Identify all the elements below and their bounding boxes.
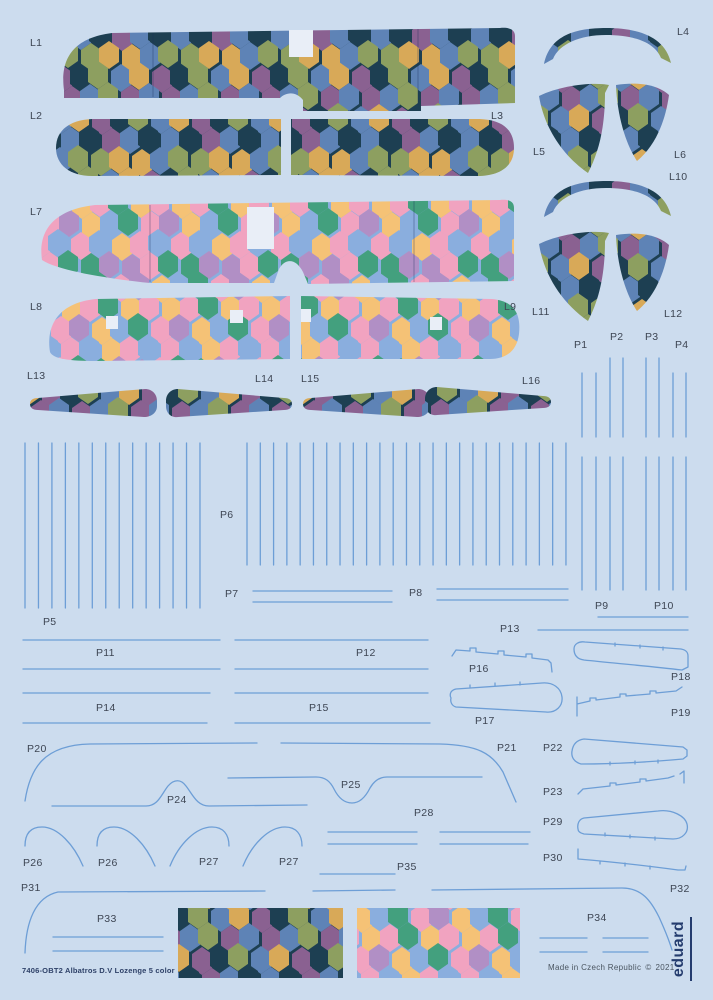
- piece-P22-aileron-outline: [572, 739, 687, 765]
- part-label-p22-37: P22: [543, 742, 563, 754]
- part-label-l11-10: L11: [532, 306, 550, 318]
- piece-P15-strip: [235, 693, 430, 723]
- piece-P27-wingtip-bow: [170, 827, 229, 866]
- piece-L5-tailplane: [539, 84, 609, 173]
- part-label-p32-49: P32: [670, 883, 690, 895]
- part-label-l12-11: L12: [664, 308, 683, 320]
- piece-L6-tailplane: [616, 84, 669, 161]
- piece-P16-edge: [452, 648, 552, 672]
- piece-P28-strips: [328, 832, 530, 844]
- part-label-p1-16: P1: [574, 339, 588, 351]
- piece-L2-lower-wing: [56, 119, 281, 176]
- part-label-p29-46: P29: [543, 816, 563, 828]
- piece-P29-aileron-outline: [578, 811, 688, 840]
- part-label-p24-39: P24: [167, 794, 187, 806]
- part-label-l4-3: L4: [677, 26, 690, 38]
- part-label-p34-51: P34: [587, 912, 607, 924]
- part-label-p30-47: P30: [543, 852, 563, 864]
- part-label-p15-30: P15: [309, 702, 329, 714]
- piece-L7-cutout: [247, 207, 274, 249]
- piece-P26-wingtip-bow: [25, 827, 83, 866]
- part-label-p21-36: P21: [497, 742, 517, 754]
- part-label-p5-20: P5: [43, 616, 57, 628]
- piece-P31-P32-trailing-edge: [25, 888, 672, 953]
- outline-pieces: [23, 358, 688, 953]
- part-label-p33-50: P33: [97, 913, 117, 925]
- piece-P7-strips: [253, 591, 392, 602]
- piece-L9-lower-wing: [301, 296, 519, 359]
- part-label-p8-23: P8: [409, 587, 423, 599]
- copyright-symbol: ©: [645, 963, 652, 972]
- copyright-year: 2021: [655, 963, 675, 972]
- piece-P34-strips: [540, 938, 648, 952]
- sheet-title: 7406-OBT2 Albatros D.V Lozenge 5 color: [22, 966, 175, 975]
- part-label-p7-22: P7: [225, 588, 239, 600]
- piece-L9-cutout: [301, 309, 311, 322]
- part-label-l14-13: L14: [255, 373, 274, 385]
- piece-P27-wingtip-bow: [243, 827, 302, 866]
- piece-P9-P10-rib-tapes: [582, 457, 686, 590]
- piece-P1-P4-rib-tapes: [582, 358, 686, 437]
- part-label-p19-34: P19: [671, 707, 691, 719]
- part-label-p16-31: P16: [469, 663, 489, 675]
- part-label-l8-7: L8: [30, 301, 43, 313]
- part-label-p20-35: P20: [27, 743, 47, 755]
- part-label-l6-5: L6: [674, 149, 687, 161]
- part-label-l13-12: L13: [27, 370, 46, 382]
- part-label-p2-17: P2: [610, 331, 624, 343]
- part-label-p13-28: P13: [500, 623, 520, 635]
- piece-L7-upper-wing: [41, 200, 514, 284]
- part-label-l9-8: L9: [504, 301, 517, 313]
- piece-P34-light-sheet: [357, 908, 520, 978]
- piece-L8-cutout: [106, 316, 118, 329]
- part-label-p31-48: P31: [21, 882, 41, 894]
- piece-L14-aileron: [166, 389, 292, 417]
- part-label-p28-45: P28: [414, 807, 434, 819]
- piece-L1-cutout: [289, 30, 313, 57]
- piece-P6-rib-tapes: [247, 443, 566, 565]
- piece-L12-tailplane: [616, 234, 669, 311]
- part-label-p11-26: P11: [96, 647, 115, 659]
- part-label-l2-1: L2: [30, 110, 43, 122]
- part-label-p18-33: P18: [671, 671, 691, 683]
- eduard-logo: eduard: [670, 917, 692, 981]
- piece-P12-strip: [235, 640, 428, 669]
- part-label-p26-41: P26: [23, 857, 43, 869]
- piece-P30-edge: [578, 849, 686, 870]
- piece-P33-strips: [53, 937, 163, 951]
- part-label-l5-4: L5: [533, 146, 546, 158]
- piece-L8-lower-wing: [49, 296, 290, 361]
- part-label-p10-25: P10: [654, 600, 674, 612]
- piece-P13-strips: [538, 617, 688, 630]
- piece-P19-edge: [577, 687, 682, 716]
- part-label-p14-29: P14: [96, 702, 116, 714]
- piece-P8-strips: [437, 589, 568, 600]
- part-label-p25-40: P25: [341, 779, 361, 791]
- part-label-p17-32: P17: [475, 715, 495, 727]
- piece-P33-dark-sheet: [178, 908, 343, 978]
- piece-P14-strip: [23, 693, 210, 723]
- piece-L11-tailplane: [539, 232, 609, 321]
- piece-L8-cutout: [230, 310, 243, 323]
- piece-L13-aileron: [30, 389, 157, 417]
- part-label-p3-18: P3: [645, 331, 659, 343]
- part-label-l3-2: L3: [491, 110, 504, 122]
- piece-P17-aileron-outline: [450, 682, 562, 712]
- part-label-p27-44: P27: [279, 856, 299, 868]
- piece-P20-P21-leading-edge: [25, 743, 516, 802]
- part-label-p26-42: P26: [98, 857, 118, 869]
- piece-L10-elevator-bow: [544, 181, 671, 217]
- part-label-p4-19: P4: [675, 339, 689, 351]
- made-in-label: Made in Czech Republic: [548, 963, 642, 972]
- piece-L9-cutout: [430, 317, 442, 330]
- part-label-l7-6: L7: [30, 206, 43, 218]
- piece-P26-wingtip-bow: [97, 827, 155, 866]
- piece-P11-strip: [23, 640, 220, 669]
- part-label-l10-9: L10: [669, 171, 688, 183]
- made-in-text: [548, 963, 675, 972]
- part-label-l15-14: L15: [301, 373, 320, 385]
- piece-P24-strip: [52, 781, 307, 806]
- part-label-p27-43: P27: [199, 856, 219, 868]
- piece-P23-edge: [578, 771, 684, 794]
- part-label-l1-0: L1: [30, 37, 43, 49]
- part-label-p6-21: P6: [220, 509, 234, 521]
- piece-P18-aileron-outline: [574, 642, 688, 670]
- piece-L15-aileron: [303, 389, 430, 417]
- piece-P5-rib-tapes: [25, 443, 200, 608]
- part-label-p12-27: P12: [356, 647, 376, 659]
- part-label-p23-38: P23: [543, 786, 563, 798]
- piece-P25-strip: [228, 777, 482, 803]
- piece-L16-aileron: [425, 387, 551, 415]
- piece-L3-lower-wing: [291, 119, 514, 176]
- part-label-p35-52: P35: [397, 861, 417, 873]
- lozenge-pieces: [30, 28, 671, 978]
- piece-L4-elevator-bow: [544, 28, 671, 64]
- part-label-l16-15: L16: [522, 375, 541, 387]
- part-label-p9-24: P9: [595, 600, 609, 612]
